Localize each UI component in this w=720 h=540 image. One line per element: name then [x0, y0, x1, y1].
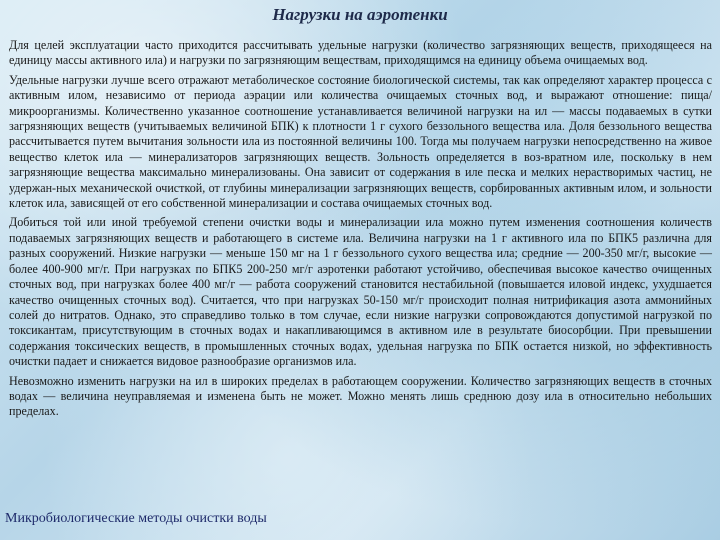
slide-title: Нагрузки на аэротенки	[272, 5, 448, 24]
paragraph-intro: Для целей эксплуатации часто приходится рассчитывать удельные нагрузки (количество загрязняющих веществ, приходящееся на единицу массы активного ила) и нагрузки по загрязняющим веществам, приходящимся на единицу объема очищаемых вод.	[9, 38, 712, 68]
paragraph-load-values: Добиться той или иной требуемой степени очистки воды и минерализации ила можно путем изменения соотношения количеств подаваемых загрязняющих веществ и работающего в системе ила. Величина нагрузки на 1 г активного ила по БПК5 различна для разных сооружений. Низкие нагрузки — меньше 150 мг на 1 г беззольного сухого вещества ила; средние — 200-350 мг/г, высокие — более 400-900 мг/г. При нагрузках по БПК5 200-250 мг/г аэротенки работают устойчиво, обеспечивая высокое качество очищенных сточных вод, при нагрузках более 400 мг/г — работа сооружений становится нестабильной (повышается иловой индекс, ухудшается качество очищенных сточных вод). Считается, что при нагрузках 50-150 мг/г происходит полная нитрификация азота аммонийных солей до нитратов. Однако, это справедливо только в том случае, если низкие нагрузки сопровождаются допустимой нагрузкой по токсикантам, присутствующим в сточных водах и накапливающимся в активном иле в результате биосорбции. При превышении содержания токсических веществ, в промышленных сточных водах, удельная нагрузка по БПК остается низкой, но эффективность очистки падает и снижается видовое разнообразие организмов ила.	[9, 215, 712, 369]
slide-body	[9, 38, 712, 424]
paragraph-specific-loads: Удельные нагрузки лучше всего отражают метаболическое состояние биологической системы, так как определяют характер процесса с активным илом, независимо от периода аэрации или количества очищаемых сточных вод, и выражают отношение: пища/микроорганизмы. Количественно указанное соотношение устанавливается величиной нагрузки на ил — массы подаваемых в сутки загрязняющих веществ (учитываемых величиной БПК) к плотности 1 г сухого беззольного вещества ила. Доля беззольного вещества рассчитывается путем вычитания зольности ила из постоянной величины 100. Тогда мы получаем нагрузки непосредственно на живое вещество клеток ила — минерализаторов загрязняющих веществ. Зольность определяется в воз-вратном иле, поскольку в нем загрязняющие вещества максимально минерализованы. Она зависит от содержания в иле песка и мелких нерастворимых частиц, не удержан-ных механической очисткой, от глубины минерализации загрязняющих веществ, сорбированных активным илом, и зольности клеток ила, зависящей от его собственной минерализации и состава очищаемых сточных вод.	[9, 72, 712, 211]
slide-footer: Микробиологические методы очистки воды	[5, 511, 267, 526]
paragraph-conclusion: Невозможно изменить нагрузки на ил в широких пределах в работающем сооружении. Количество загрязняющих веществ в сточных водах — величина неуправляемая и изменена быть не может. Можно менять лишь среднюю дозу ила в относительно небольших пределах.	[9, 373, 712, 419]
